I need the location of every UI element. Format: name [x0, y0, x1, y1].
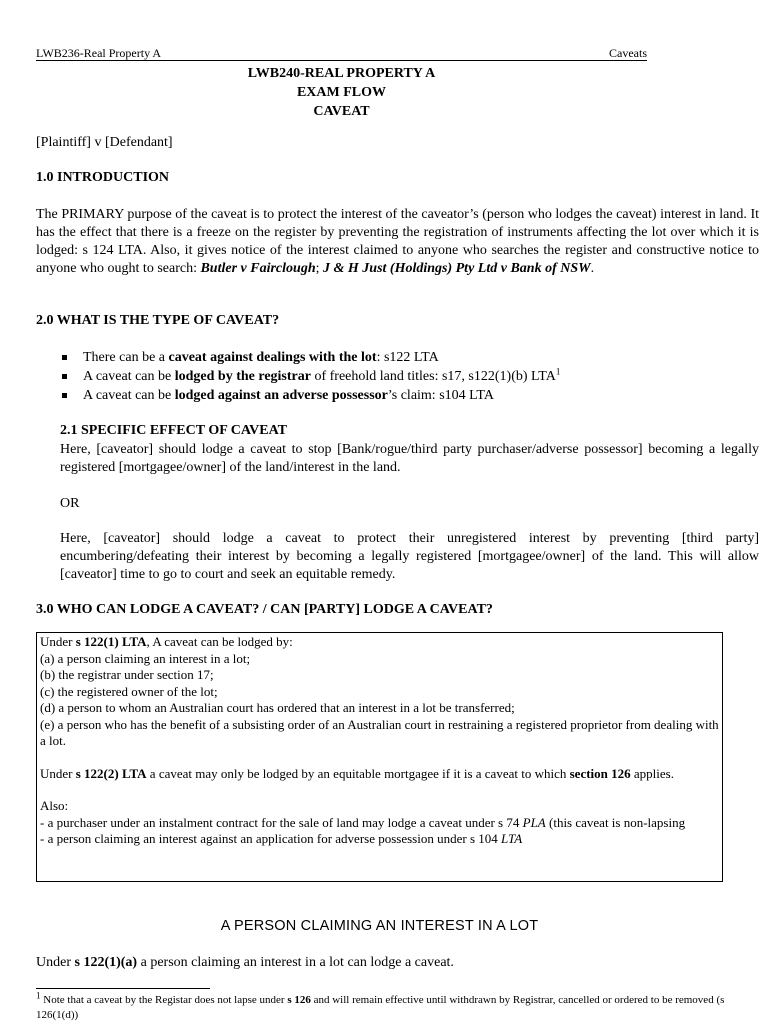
section-3-heading: 3.0 WHO CAN LODGE A CAVEAT? / CAN [PARTY] LODGE A CAVEAT? [36, 602, 493, 617]
footnote-marker: 1 [36, 990, 41, 1001]
box-s122-2: Under s 122(2) LTA a caveat may only be lodged by an equitable mortgagee if it is a caveat to which section 126 applies. [40, 765, 674, 781]
list-item: A caveat can be lodged against an adverse possessor’s claim: s104 LTA [60, 386, 760, 405]
section-2-1-heading: 2.1 SPECIFIC EFFECT OF CAVEAT [60, 423, 288, 438]
intro-text: The PRIMARY purpose of the caveat is to protect the interest of the caveator’s (person who lodges the caveat) interest in land. It has the effect that there is a freeze on the register by preventing the registration of instruments affecting the lot over which it is lodged: s 124 LTA. Also, it gives notice of the interest claimed to anyone who searches the register and constructive notice to anyone who ought to search: [36, 207, 759, 276]
footnote-rule [36, 988, 210, 989]
box-also-label: Also: [40, 798, 69, 813]
case-name: [Plaintiff] v [Defendant] [36, 135, 173, 150]
paragraph-end: . [590, 261, 595, 276]
section-2-1-paragraph-1: Here, [caveator] should lodge a caveat to stop [Bank/rogue/third party purchaser/adverse possessor] becoming a legally registered [mortgagee/owner] of the land/interest in the land. [60, 442, 759, 475]
box-intro: Under s 122(1) LTA, A caveat can be lodged by: [40, 634, 293, 649]
legislation-box [36, 632, 723, 882]
box-item-c: (c) the registered owner of the lot; [40, 683, 218, 699]
case-citation-1: Butler v Fairclough [200, 261, 316, 276]
title-line-2: EXAM FLOW [296, 85, 387, 100]
section-1-paragraph [36, 206, 759, 278]
or-label: OR [60, 496, 80, 511]
sub-heading: A PERSON CLAIMING AN INTEREST IN A LOT [220, 918, 539, 934]
box-item-e: (e) a person who has the benefit of a subsisting order of an Australian court in restraining a registered proprietor from dealing with a lot. [40, 716, 719, 748]
bullet-square-icon [62, 393, 67, 398]
footnote-ref: 1 [555, 366, 561, 377]
box-item-d: (d) a person to whom an Australian court has ordered that an interest in a lot be transferred; [40, 700, 515, 715]
section-2-heading: 2.0 WHAT IS THE TYPE OF CAVEAT? [36, 313, 280, 328]
section-1-heading: 1.0 INTRODUCTION [36, 170, 170, 185]
box-item-b: (b) the registrar under section 17; [40, 667, 214, 682]
box-also-item-2: - a person claiming an interest against an application for adverse possession under s 104 LTA [40, 831, 523, 846]
header-left: LWB236-Real Property A [36, 46, 162, 60]
box-also-item-1: - a purchaser under an instalment contract for the sale of land may lodge a caveat under s 74 PLA (this caveat is non-lapsing [40, 814, 686, 830]
list-item: A caveat can be lodged by the registrar of freehold land titles: s17, s122(1)(b) LTA$^1$ [60, 367, 760, 386]
footnote: $^1$ Note that a caveat by the Registar does not lapse under s 126 and will remain effective until withdrawn by Registrar, cancelled or ordered to be removed (s 126(1(d)) [36, 990, 725, 1021]
list-item: There can be a caveat against dealings with the lot: s122 LTA [60, 348, 760, 367]
citation-separator: ; [315, 261, 323, 276]
bullet-square-icon [62, 374, 67, 379]
under-s122-1-a: Under s 122(1)(a) a person claiming an interest in a lot can lodge a caveat. [36, 955, 454, 970]
header-right: Caveats [609, 46, 647, 60]
case-citation-2: J & H Just (Holdings) Pty Ltd v Bank of NSW [323, 261, 591, 276]
bullet-square-icon [62, 355, 67, 360]
section-2-1-paragraph-2: Here, [caveator] should lodge a caveat to protect their unregistered interest by preventing [third party] encumbering/defeating their interest by becoming a legally registered [mortgagee/owner] of the land. This will allow [caveator] time to go to court and seek an equitable remedy. [60, 531, 759, 582]
header-rule [36, 60, 647, 61]
title-line-3: CAVEAT [313, 104, 370, 119]
box-item-a: (a) a person claiming an interest in a lot; [40, 650, 251, 666]
caveat-type-list [60, 348, 760, 405]
title-line-1: LWB240-REAL PROPERTY A [247, 66, 436, 81]
